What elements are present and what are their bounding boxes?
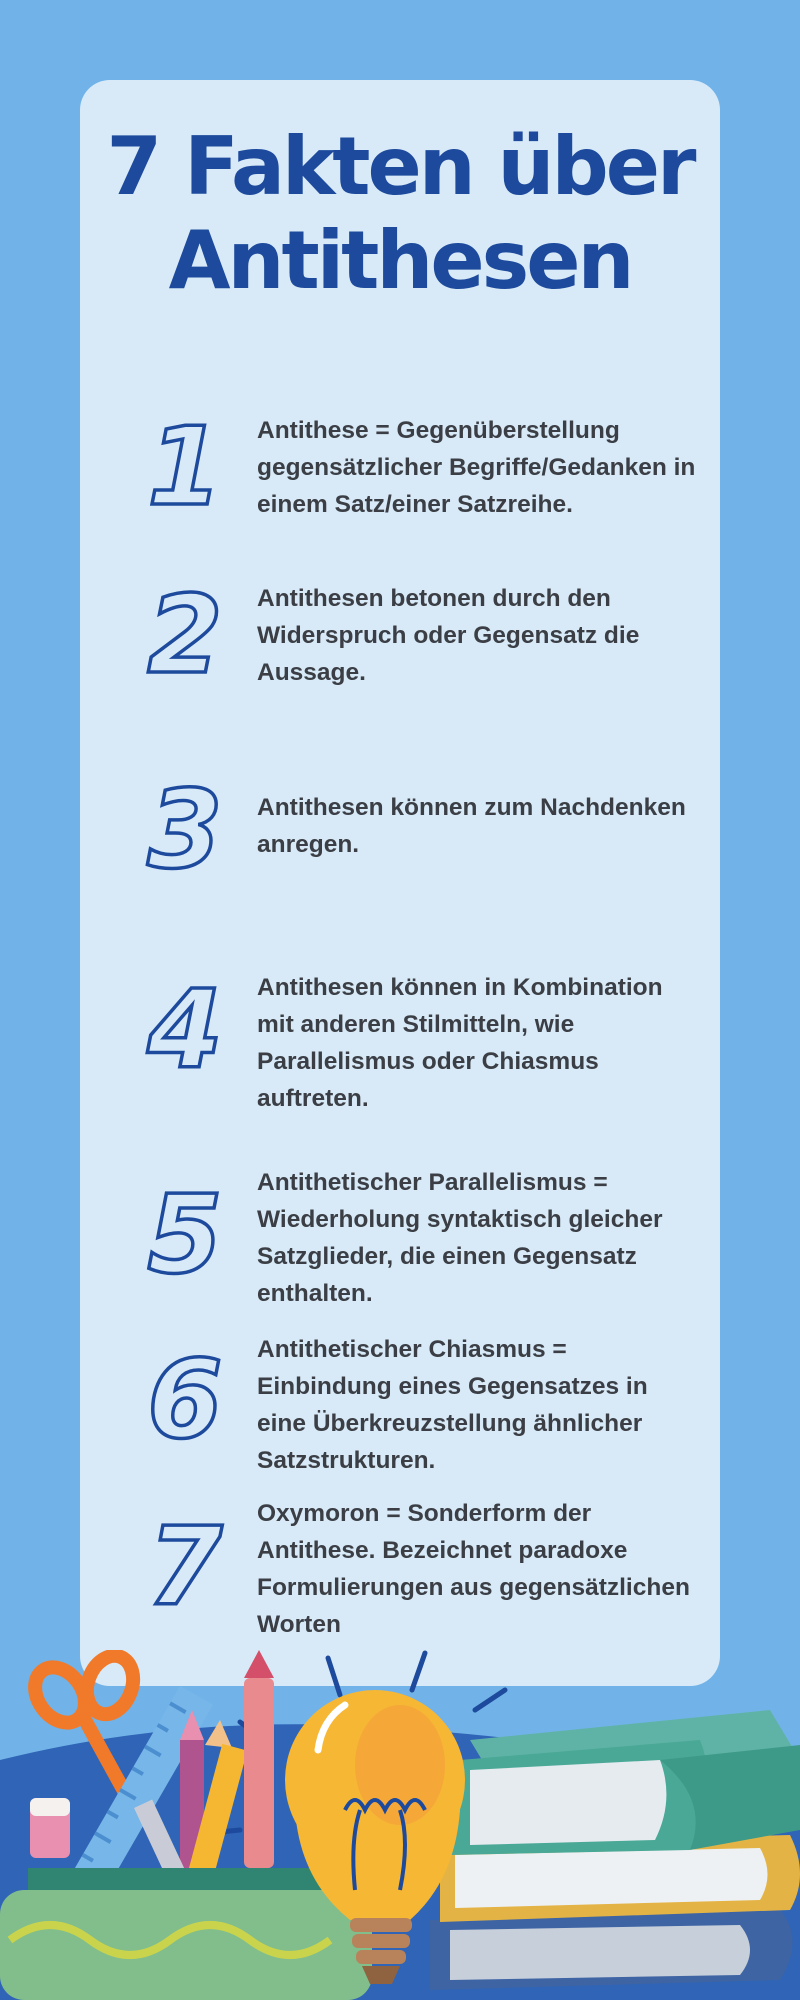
fact-text: Antithesen betonen durch den Widerspruch oder Gegensatz die Aussage. [257,585,640,686]
fact-text: Antithetischer Parallelismus = Wiederholung syntaktisch gleicher Satzglieder, die einen Gegensatz enthalten. [257,1169,663,1307]
fact-text: Antithese = Gegenüberstellung gegensätzlicher Begriffe/Gedanken in einem Satz/einer Satzreihe. [257,417,696,518]
books-icon [430,1710,800,1990]
fact-number-2-icon [130,573,240,698]
fact-number-5-icon [130,1173,240,1298]
fact-text: Antithetischer Chiasmus = Einbindung eines Gegensatzes in eine Überkreuzstellung ähnlicher Satzstrukturen. [257,1336,648,1474]
fact-text: Antithesen können in Kombination mit anderen Stilmitteln, wie Parallelismus oder Chiasmus auftreten. [257,974,663,1112]
fact-number: 4 [147,968,223,1093]
eraser-icon [30,1798,70,1858]
fact-number: 2 [147,573,223,698]
fact-number-4-icon [130,968,240,1093]
fact-text: Antithesen können zum Nachdenken anregen. [257,794,686,858]
fact-text: Oxymoron = Sonderform der Antithese. Bezeichnet paradoxe Formulierungen aus gegensätzlichen Worten [257,1500,690,1638]
fact-number: 3 [147,768,223,893]
fact-number-3-icon [130,768,240,893]
fact-number: 5 [147,1173,223,1298]
fact-number-7-icon [130,1505,240,1630]
fact-number-1-icon [130,405,240,530]
fact-number: 7 [147,1505,223,1630]
fact-number-6-icon [130,1338,240,1463]
fact-number: 6 [147,1338,223,1463]
school-supplies-illustration [0,1650,800,2000]
pencil-cup-icon [0,1868,372,2000]
fact-number: 1 [147,405,223,530]
page-title: 7 Fakten über Antithesen [106,120,694,307]
